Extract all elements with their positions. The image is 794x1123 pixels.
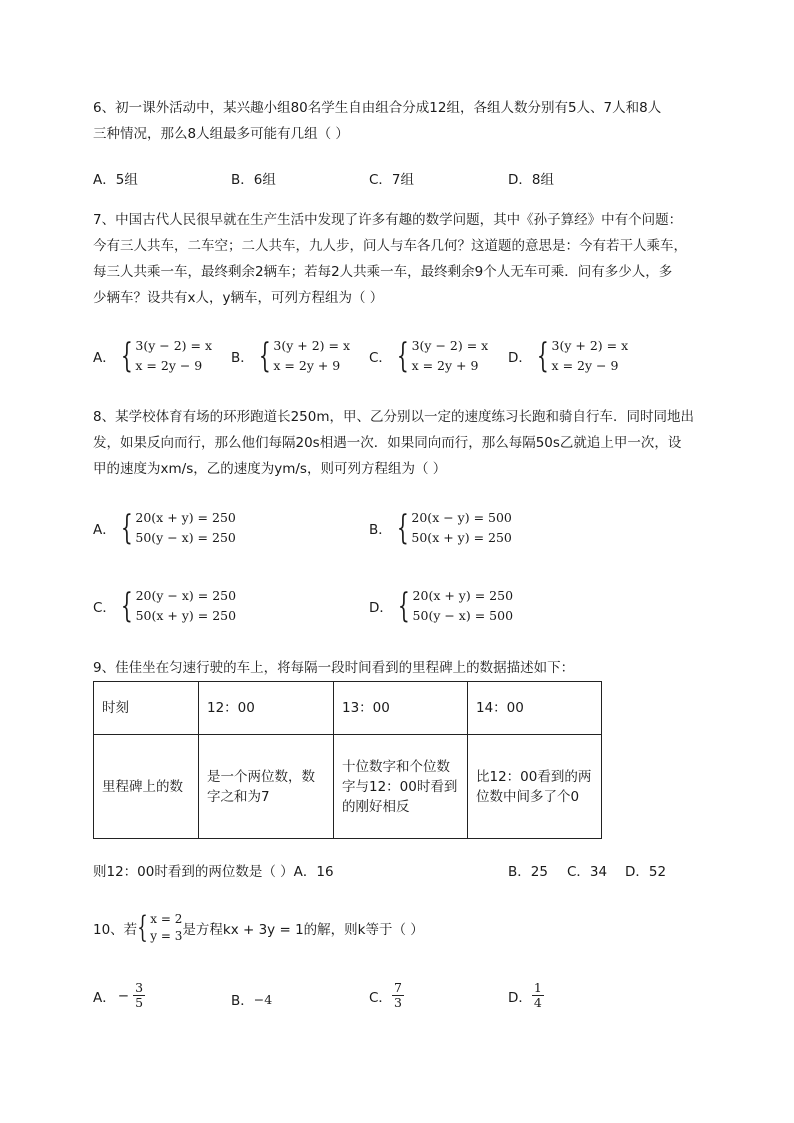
- q7-option-b[interactable]: [231, 336, 350, 376]
- option-label: A．: [93, 522, 116, 538]
- q10-suffix: 是方程kx + 3y = 1的解，则k等于（ ）: [182, 922, 424, 938]
- q10-option-c[interactable]: [369, 981, 404, 1010]
- denominator: 3: [393, 995, 402, 1010]
- equation-1: 20(x − y) = 500: [411, 510, 512, 525]
- table-header-cell: 13：00: [334, 682, 468, 735]
- q10-prefix: 10、若: [93, 922, 138, 938]
- q7-stem-line-3: 每三人共乘一车，最终剩余2辆车；若每2人共乘一车，最终剩余9个人无车可乘．问有多少人，多: [93, 264, 673, 280]
- option-label: D．: [369, 600, 393, 616]
- equation-2: x = 2y − 9: [135, 358, 203, 373]
- q7-option-a[interactable]: [93, 336, 212, 376]
- brace-icon: {: [120, 586, 133, 626]
- q8-option-b[interactable]: [369, 508, 512, 548]
- fraction: [392, 981, 404, 1010]
- option-label: B．: [369, 522, 392, 538]
- q9-option-c[interactable]: C．34: [567, 864, 608, 880]
- q9-option-b[interactable]: B．25: [508, 864, 548, 880]
- brace-icon: {: [120, 336, 133, 376]
- q10-option-d[interactable]: [508, 981, 544, 1010]
- equation-2: 50(x + y) = 250: [135, 608, 237, 623]
- q7-option-d[interactable]: [508, 336, 628, 376]
- q6-option-a[interactable]: A．5组: [93, 172, 138, 188]
- q8-option-a[interactable]: [93, 508, 236, 548]
- q10-option-a[interactable]: [93, 981, 145, 1010]
- option-value: −4: [253, 991, 273, 1007]
- table-header-cell: 12：00: [199, 682, 334, 735]
- equation-2: 50(y − x) = 250: [135, 530, 236, 545]
- q9-question-with-option-a[interactable]: 则12：00时看到的两位数是（ ）A．16: [93, 864, 334, 880]
- q6-stem-line-1: 6、初一课外活动中，某兴趣小组80名学生自由组合分成12组，各组人数分别有5人、7人和8人: [93, 100, 662, 116]
- equation-1: 3(y − 2) = x: [135, 338, 213, 353]
- equation-1: x = 2: [150, 912, 183, 926]
- option-label: B．: [231, 993, 254, 1009]
- brace-icon: {: [258, 336, 271, 376]
- q8-option-c[interactable]: [93, 586, 236, 626]
- fraction: [133, 981, 145, 1010]
- brace-icon: {: [396, 336, 409, 376]
- brace-icon: {: [397, 586, 410, 626]
- q6-stem-line-2: 三种情况，那么8人组最多可能有几组（ ）: [93, 126, 349, 142]
- option-label: A．: [93, 350, 116, 366]
- table-cell: 比12：00看到的两位数中间多了个0: [468, 735, 602, 839]
- q10-stem: [93, 911, 424, 945]
- milestone-table: [93, 681, 602, 839]
- table-cell: 十位数字和个位数字与12：00时看到的刚好相反: [334, 735, 468, 839]
- brace-icon: {: [396, 508, 409, 548]
- q6-option-d[interactable]: D．8组: [508, 172, 554, 188]
- brace-icon: {: [137, 910, 148, 945]
- option-label: D．: [508, 989, 532, 1006]
- option-label: C．: [93, 600, 116, 616]
- equation-2: x = 2y + 9: [411, 358, 479, 373]
- option-label: C．: [369, 350, 392, 366]
- denominator: 4: [533, 995, 542, 1010]
- numerator: 3: [135, 980, 144, 995]
- fraction: [532, 981, 544, 1010]
- equation-2: x = 2y + 9: [273, 358, 341, 373]
- equation-1: 3(y + 2) = x: [273, 338, 351, 353]
- option-label: D．: [508, 350, 532, 366]
- equation-2: y = 3: [150, 929, 183, 943]
- equation-1: 20(y − x) = 250: [135, 588, 237, 603]
- table-cell: 是一个两位数，数字之和为7: [199, 735, 334, 839]
- equation-1: 20(x + y) = 250: [135, 510, 236, 525]
- equation-2: x = 2y − 9: [551, 358, 619, 373]
- q8-stem-line-3: 甲的速度为xm/s，乙的速度为ym/s，则可列方程组为（ ）: [93, 461, 447, 477]
- minus-sign: −: [117, 987, 130, 1004]
- numerator: 1: [533, 980, 542, 995]
- table-cell: 里程碑上的数: [94, 735, 199, 839]
- table-header-cell: 时刻: [94, 682, 199, 735]
- option-label: A．: [93, 989, 116, 1006]
- q8-option-d[interactable]: [369, 586, 513, 626]
- brace-icon: {: [120, 508, 133, 548]
- q9-stem: 9、佳佳坐在匀速行驶的车上，将每隔一段时间看到的里程碑上的数据描述如下：: [93, 660, 575, 676]
- q7-stem-line-4: 少辆车？设共有x人，y辆车，可列方程组为（ ）: [93, 290, 384, 306]
- equation-2: 50(x + y) = 250: [411, 530, 512, 545]
- q9-option-d[interactable]: D．52: [625, 864, 667, 880]
- q7-stem-line-2: 今有三人共车，二车空；二人共车，九人步，问人与车各几何？这道题的意思是：今有若干人乘车，: [93, 238, 687, 254]
- q8-stem-line-1: 8、某学校体育有场的环形跑道长250m，甲、乙分别以一定的速度练习长跑和骑自行车．同时同地出: [93, 409, 695, 425]
- equation-1: 3(y − 2) = x: [411, 338, 489, 353]
- q6-option-b[interactable]: B．6组: [231, 172, 276, 188]
- q7-stem-line-1: 7、中国古代人民很早就在生产生活中发现了许多有趣的数学问题，其中《孙子算经》中有个问题：: [93, 212, 683, 228]
- denominator: 5: [135, 995, 144, 1010]
- equation-1: 20(x + y) = 250: [412, 588, 514, 603]
- q10-option-b[interactable]: [231, 989, 272, 1009]
- q6-option-c[interactable]: C．7组: [369, 172, 415, 188]
- option-label: C．: [369, 989, 392, 1006]
- equation-1: 3(y + 2) = x: [551, 338, 629, 353]
- numerator: 7: [393, 980, 402, 995]
- table-header-row: [94, 682, 602, 735]
- equation-2: 50(y − x) = 500: [412, 608, 514, 623]
- table-header-cell: 14：00: [468, 682, 602, 735]
- table-row: [94, 735, 602, 839]
- q7-option-c[interactable]: [369, 336, 488, 376]
- brace-icon: {: [536, 336, 549, 376]
- option-label: B．: [231, 350, 254, 366]
- q8-stem-line-2: 发，如果反向而行，那么他们每隔20s相遇一次．如果同向而行，那么每隔50s乙就追上甲一次，设: [93, 435, 682, 451]
